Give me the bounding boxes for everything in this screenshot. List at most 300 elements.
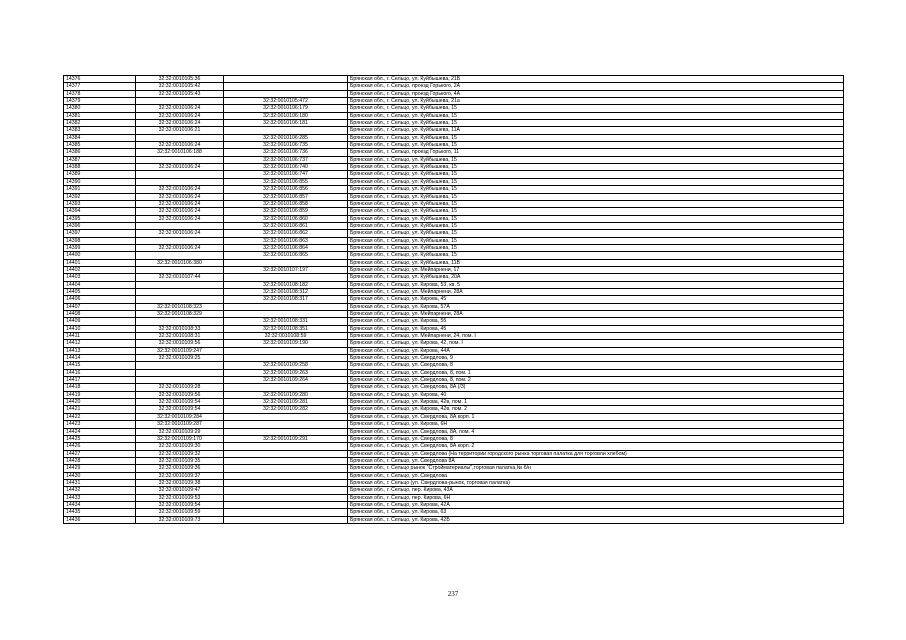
parcel-cadastral-cell: 32:32:0010105:42 xyxy=(136,83,224,90)
parcel-cadastral-cell: 32:32:0010109:170 xyxy=(136,435,224,442)
row-number-cell: 14429 xyxy=(64,465,136,472)
parcel-cadastral-cell xyxy=(136,156,224,163)
object-cadastral-cell xyxy=(224,457,348,464)
row-number-cell: 14379 xyxy=(64,98,136,105)
address-cell: Брянская обл., г. Сельцо, ул. Куйбышева, 20А xyxy=(348,274,844,281)
parcel-cadastral-cell: 32:32:0010108:323 xyxy=(136,303,224,310)
parcel-cadastral-cell: 32:32:0010109:287 xyxy=(136,421,224,428)
address-cell: Брянская обл., г. Сельцо, ул. Свердлова, 8А корп. 2 xyxy=(348,443,844,450)
row-number-cell: 14425 xyxy=(64,435,136,442)
address-cell: Брянская обл., г. Сельцо, ул. Свердлова (На территории городского рынка торговая палатка для торговли хлебом) xyxy=(348,450,844,457)
parcel-cadastral-cell: 32:32:0010108:329 xyxy=(136,311,224,318)
address-cell: Брянская обл., г. Сельцо, ул. Куйбышева, 15 xyxy=(348,200,844,207)
parcel-cadastral-cell: 32:32:0010109:56 xyxy=(136,391,224,398)
address-cell: Брянская обл., г. Сельцо, ул. Куйбышева, 15 xyxy=(348,120,844,127)
object-cadastral-cell: 32:32:0010106:856 xyxy=(224,186,348,193)
parcel-cadastral-cell xyxy=(136,362,224,369)
table-row xyxy=(64,384,844,391)
address-cell: Брянская обл., г. Сельцо, ул. Куйбышева, 15 xyxy=(348,105,844,112)
address-cell: Брянская обл., г. Сельцо, ул. Куйбышева, 15 xyxy=(348,142,844,149)
parcel-cadastral-cell: 32:32:0010109:59 xyxy=(136,509,224,516)
address-cell: Брянская обл., г. Сельцо, ул. Свердлова, 9 xyxy=(348,355,844,362)
parcel-cadastral-cell xyxy=(136,178,224,185)
row-number-cell: 14382 xyxy=(64,120,136,127)
address-cell: Брянская обл., г. Сельцо, ул. Кирова, 44А xyxy=(348,347,844,354)
object-cadastral-cell: 32:32:0010106:862 xyxy=(224,230,348,237)
address-cell: Брянская обл., г. Сельцо, ул. Кирова, 53, кв. 5 xyxy=(348,281,844,288)
table-row xyxy=(64,274,844,281)
table-row xyxy=(64,171,844,178)
table-row xyxy=(64,509,844,516)
object-cadastral-cell: 32:32:0010106:747 xyxy=(224,171,348,178)
table-row xyxy=(64,318,844,325)
row-number-cell: 14405 xyxy=(64,288,136,295)
table-row xyxy=(64,134,844,141)
table-row xyxy=(64,399,844,406)
table-row xyxy=(64,237,844,244)
object-cadastral-cell xyxy=(224,384,348,391)
parcel-cadastral-cell: 32:32:0010109:36 xyxy=(136,465,224,472)
address-cell: Брянская обл., г. Сельцо, ул. Мейпарнени, 28А xyxy=(348,288,844,295)
table-row xyxy=(64,252,844,259)
address-cell: Брянская обл., г. Сельцо, ул. Свердлова, 8 xyxy=(348,362,844,369)
parcel-cadastral-cell xyxy=(136,252,224,259)
object-cadastral-cell: 32:32:0010108:331 xyxy=(224,318,348,325)
table-row xyxy=(64,435,844,442)
row-number-cell: 14407 xyxy=(64,303,136,310)
address-cell: Брянская обл., г. Сельцо, ул. Куйбышева, 15 xyxy=(348,244,844,251)
parcel-cadastral-cell: 32:32:0010109:29 xyxy=(136,428,224,435)
object-cadastral-cell: 32:32:0010106:855 xyxy=(224,178,348,185)
object-cadastral-cell xyxy=(224,421,348,428)
row-number-cell: 14384 xyxy=(64,134,136,141)
table-row xyxy=(64,391,844,398)
address-cell: Брянская обл., г. Сельцо, ул. Кирова, 57А xyxy=(348,303,844,310)
table-row xyxy=(64,142,844,149)
row-number-cell: 14388 xyxy=(64,164,136,171)
parcel-cadastral-cell: 32:32:0010106:24 xyxy=(136,200,224,207)
parcel-cadastral-cell xyxy=(136,288,224,295)
row-number-cell: 14393 xyxy=(64,200,136,207)
object-cadastral-cell: 32:32:0010109:281 xyxy=(224,399,348,406)
address-cell: Брянская обл., г. Сельцо, ул. Кирова, 42в, пом. 1 xyxy=(348,399,844,406)
row-number-cell: 14408 xyxy=(64,311,136,318)
table-row xyxy=(64,479,844,486)
table-row xyxy=(64,443,844,450)
object-cadastral-cell: 32:32:0010106:180 xyxy=(224,112,348,119)
parcel-cadastral-cell: 32:32:0010109:37 xyxy=(136,472,224,479)
parcel-cadastral-cell: 32:32:0010106:21 xyxy=(136,127,224,134)
object-cadastral-cell: 32:32:0010106:735 xyxy=(224,142,348,149)
address-cell: Брянская обл., г. Сельцо, проезд Горького, 11 xyxy=(348,149,844,156)
object-cadastral-cell: 32:32:0010109:264 xyxy=(224,377,348,384)
object-cadastral-cell xyxy=(224,479,348,486)
address-cell: Брянская обл., г. Сельцо, ул. Куйбышева, 11А xyxy=(348,127,844,134)
address-cell: Брянская обл., г. Сельцо, ул. Кирова, 42А xyxy=(348,501,844,508)
table-row xyxy=(64,164,844,171)
parcel-cadastral-cell: 32:32:0010105:43 xyxy=(136,90,224,97)
object-cadastral-cell: 32:32:0010107:197 xyxy=(224,266,348,273)
row-number-cell: 14417 xyxy=(64,377,136,384)
registry-table-body xyxy=(64,76,844,524)
table-row xyxy=(64,230,844,237)
row-number-cell: 14377 xyxy=(64,83,136,90)
object-cadastral-cell: 32:32:0010109:263 xyxy=(224,369,348,376)
table-row xyxy=(64,222,844,229)
object-cadastral-cell: 32:32:0010109:291 xyxy=(224,435,348,442)
address-cell: Брянская обл., г. Сельцо, ул. Свердлова, 8А, пом. 4 xyxy=(348,428,844,435)
parcel-cadastral-cell: 32:32:0010109:35 xyxy=(136,457,224,464)
row-number-cell: 14397 xyxy=(64,230,136,237)
table-row xyxy=(64,156,844,163)
row-number-cell: 14394 xyxy=(64,208,136,215)
parcel-cadastral-cell xyxy=(136,237,224,244)
row-number-cell: 14380 xyxy=(64,105,136,112)
parcel-cadastral-cell xyxy=(136,222,224,229)
object-cadastral-cell xyxy=(224,311,348,318)
row-number-cell: 14402 xyxy=(64,266,136,273)
row-number-cell: 14432 xyxy=(64,487,136,494)
row-number-cell: 14422 xyxy=(64,413,136,420)
row-number-cell: 14387 xyxy=(64,156,136,163)
object-cadastral-cell: 32:32:0010106:860 xyxy=(224,215,348,222)
table-row xyxy=(64,178,844,185)
table-row xyxy=(64,333,844,340)
table-row xyxy=(64,200,844,207)
object-cadastral-cell: 32:32:0010106:179 xyxy=(224,105,348,112)
row-number-cell: 14427 xyxy=(64,450,136,457)
row-number-cell: 14386 xyxy=(64,149,136,156)
address-cell: Брянская обл., г. Сельцо, ул. Кирова, 42, пом. I xyxy=(348,340,844,347)
parcel-cadastral-cell xyxy=(136,296,224,303)
row-number-cell: 14421 xyxy=(64,406,136,413)
object-cadastral-cell xyxy=(224,494,348,501)
address-cell: Брянская обл., г. Сельцо, ул. Свердлова, 8, пом. 1 xyxy=(348,369,844,376)
parcel-cadastral-cell: 32:32:0010106:24 xyxy=(136,120,224,127)
address-cell: Брянская обл., г. Сельцо, ул. Куйбышева, 15 xyxy=(348,171,844,178)
registry-table xyxy=(63,75,844,524)
table-row xyxy=(64,127,844,134)
object-cadastral-cell xyxy=(224,487,348,494)
object-cadastral-cell: 32:32:0010106:285 xyxy=(224,134,348,141)
parcel-cadastral-cell xyxy=(136,134,224,141)
parcel-cadastral-cell: 32:32:0010106:24 xyxy=(136,193,224,200)
table-row xyxy=(64,120,844,127)
parcel-cadastral-cell xyxy=(136,377,224,384)
address-cell: Брянская обл., г. Сельцо, ул. Свердлова 8А xyxy=(348,457,844,464)
object-cadastral-cell xyxy=(224,76,348,83)
table-row xyxy=(64,186,844,193)
object-cadastral-cell xyxy=(224,259,348,266)
row-number-cell: 14376 xyxy=(64,76,136,83)
address-cell: Брянская обл., г. Сельцо, ул. Кирова, 6Н xyxy=(348,421,844,428)
row-number-cell: 14426 xyxy=(64,443,136,450)
parcel-cadastral-cell: 32:32:0010108:31 xyxy=(136,333,224,340)
parcel-cadastral-cell: 32:32:0010106:188 xyxy=(136,149,224,156)
table-row xyxy=(64,340,844,347)
row-number-cell: 14383 xyxy=(64,127,136,134)
object-cadastral-cell xyxy=(224,303,348,310)
parcel-cadastral-cell xyxy=(136,318,224,325)
parcel-cadastral-cell: 32:32:0010109:284 xyxy=(136,413,224,420)
table-row xyxy=(64,105,844,112)
row-number-cell: 14395 xyxy=(64,215,136,222)
row-number-cell: 14412 xyxy=(64,340,136,347)
address-cell: Брянская обл., г. Сельцо, ул. Куйбышева, 11В xyxy=(348,259,844,266)
address-cell: Брянская обл., г. Сельцо, ул. Свердлова, 8А корп. 1 xyxy=(348,413,844,420)
object-cadastral-cell xyxy=(224,355,348,362)
row-number-cell: 14396 xyxy=(64,222,136,229)
row-number-cell: 14406 xyxy=(64,296,136,303)
object-cadastral-cell: 32:32:0010109:282 xyxy=(224,406,348,413)
table-row xyxy=(64,303,844,310)
address-cell: Брянская обл., г. Сельцо, ул. Свердлова, 8, пом. 2 xyxy=(348,377,844,384)
parcel-cadastral-cell: 32:32:0010108:33 xyxy=(136,325,224,332)
table-row xyxy=(64,259,844,266)
table-row xyxy=(64,369,844,376)
address-cell: Брянская обл., г. Сельцо, ул. Куйбышева, 15 xyxy=(348,215,844,222)
row-number-cell: 14431 xyxy=(64,479,136,486)
table-row xyxy=(64,472,844,479)
object-cadastral-cell: 32:32:0010108:312 xyxy=(224,288,348,295)
row-number-cell: 14423 xyxy=(64,421,136,428)
row-number-cell: 14433 xyxy=(64,494,136,501)
object-cadastral-cell: 32:32:0010106:858 xyxy=(224,200,348,207)
parcel-cadastral-cell: 32:32:0010106:380 xyxy=(136,259,224,266)
table-row xyxy=(64,149,844,156)
row-number-cell: 14392 xyxy=(64,193,136,200)
row-number-cell: 14399 xyxy=(64,244,136,251)
table-row xyxy=(64,406,844,413)
parcel-cadastral-cell: 32:32:0010106:24 xyxy=(136,164,224,171)
row-number-cell: 14381 xyxy=(64,112,136,119)
parcel-cadastral-cell: 32:32:0010107:44 xyxy=(136,274,224,281)
table-row xyxy=(64,347,844,354)
parcel-cadastral-cell: 32:32:0010106:24 xyxy=(136,230,224,237)
row-number-cell: 14434 xyxy=(64,501,136,508)
address-cell: Брянская обл., г. Сельцо, ул. Куйбышева, 21а xyxy=(348,98,844,105)
table-row xyxy=(64,244,844,251)
table-row xyxy=(64,421,844,428)
parcel-cadastral-cell: 32:32:0010109:54 xyxy=(136,406,224,413)
address-cell: Брянская обл., г. Сельцо рынок "Стройматериалы",торговая палатка,№ б/н xyxy=(348,465,844,472)
row-number-cell: 14409 xyxy=(64,318,136,325)
row-number-cell: 14389 xyxy=(64,171,136,178)
row-number-cell: 14428 xyxy=(64,457,136,464)
address-cell: Брянская обл., г. Сельцо, ул. Куйбышева, 15 xyxy=(348,134,844,141)
table-row xyxy=(64,215,844,222)
row-number-cell: 14410 xyxy=(64,325,136,332)
parcel-cadastral-cell: 32:32:0010106:24 xyxy=(136,142,224,149)
address-cell: Брянская обл., г. Сельцо, ул. Кирова, 63 xyxy=(348,509,844,516)
address-cell: Брянская обл., г. Сельцо, ул. Кирова, 45 xyxy=(348,325,844,332)
row-number-cell: 14401 xyxy=(64,259,136,266)
table-row xyxy=(64,465,844,472)
table-row xyxy=(64,296,844,303)
table-row xyxy=(64,362,844,369)
object-cadastral-cell xyxy=(224,428,348,435)
table-row xyxy=(64,516,844,523)
parcel-cadastral-cell: 32:32:0010109:47 xyxy=(136,487,224,494)
address-cell: Брянская обл., г. Сельцо, ул. Кирова, 40 xyxy=(348,391,844,398)
parcel-cadastral-cell: 32:32:0010109:28 xyxy=(136,384,224,391)
table-row xyxy=(64,208,844,215)
object-cadastral-cell xyxy=(224,450,348,457)
parcel-cadastral-cell: 32:32:0010105:36 xyxy=(136,76,224,83)
parcel-cadastral-cell: 32:32:0010109:73 xyxy=(136,516,224,523)
address-cell: Брянская обл., г. Сельцо, ул. Мейпарнени, 17 xyxy=(348,266,844,273)
page-number: 237 xyxy=(447,590,459,598)
address-cell: Брянская обл., г. Сельцо, ул. Куйбышева, 15 xyxy=(348,208,844,215)
row-number-cell: 14418 xyxy=(64,384,136,391)
parcel-cadastral-cell xyxy=(136,266,224,273)
row-number-cell: 14414 xyxy=(64,355,136,362)
address-cell: Брянская обл., г. Сельцо, ул. Куйбышева, 15 xyxy=(348,193,844,200)
address-cell: Брянская обл., г. Сельцо, ул. Куйбышева, 21Б xyxy=(348,76,844,83)
parcel-cadastral-cell: 32:32:0010109:38 xyxy=(136,479,224,486)
parcel-cadastral-cell: 32:32:0010109:30 xyxy=(136,443,224,450)
object-cadastral-cell: 32:32:0010106:861 xyxy=(224,222,348,229)
parcel-cadastral-cell: 32:32:0010109:56 xyxy=(136,340,224,347)
table-row xyxy=(64,112,844,119)
object-cadastral-cell xyxy=(224,472,348,479)
object-cadastral-cell: 32:32:0010106:857 xyxy=(224,193,348,200)
address-cell: Брянская обл., г. Сельцо, ул. Куйбышева, 15 xyxy=(348,178,844,185)
parcel-cadastral-cell: 32:32:0010109:54 xyxy=(136,399,224,406)
row-number-cell: 14415 xyxy=(64,362,136,369)
row-number-cell: 14404 xyxy=(64,281,136,288)
row-number-cell: 14430 xyxy=(64,472,136,479)
table-row xyxy=(64,413,844,420)
row-number-cell: 14413 xyxy=(64,347,136,354)
row-number-cell: 14391 xyxy=(64,186,136,193)
address-cell: Брянская обл., г. Сельцо, ул. Свердлова, 8 xyxy=(348,435,844,442)
object-cadastral-cell: 32:32:0010108:317 xyxy=(224,296,348,303)
table-row xyxy=(64,501,844,508)
address-cell: Брянская обл., г. Сельцо, ул. Кирова, 42Б xyxy=(348,516,844,523)
parcel-cadastral-cell xyxy=(136,171,224,178)
object-cadastral-cell: 32:32:0010108:59 xyxy=(224,333,348,340)
address-cell: Брянская обл., г. Сельцо, ул. Мейпарнени, 28А xyxy=(348,311,844,318)
table-row xyxy=(64,83,844,90)
parcel-cadastral-cell: 32:32:0010109:32 xyxy=(136,450,224,457)
table-row xyxy=(64,266,844,273)
table-row xyxy=(64,355,844,362)
table-row xyxy=(64,377,844,384)
address-cell: Брянская обл., г. Сельцо, ул. Куйбышева, 15 xyxy=(348,164,844,171)
row-number-cell: 14416 xyxy=(64,369,136,376)
object-cadastral-cell: 32:32:0010106:863 xyxy=(224,237,348,244)
row-number-cell: 14400 xyxy=(64,252,136,259)
parcel-cadastral-cell: 32:32:0010109:247 xyxy=(136,347,224,354)
row-number-cell: 14403 xyxy=(64,274,136,281)
parcel-cadastral-cell: 32:32:0010109:54 xyxy=(136,501,224,508)
row-number-cell: 14435 xyxy=(64,509,136,516)
address-cell: Брянская обл., г. Сельцо, ул. Кирова, 55 xyxy=(348,318,844,325)
parcel-cadastral-cell: 32:32:0010106:24 xyxy=(136,112,224,119)
row-number-cell: 14420 xyxy=(64,399,136,406)
object-cadastral-cell: 32:32:0010106:864 xyxy=(224,244,348,251)
address-cell: Брянская обл., г. Сельцо, пер. Кирова, 6Н xyxy=(348,494,844,501)
row-number-cell: 14378 xyxy=(64,90,136,97)
object-cadastral-cell xyxy=(224,465,348,472)
object-cadastral-cell xyxy=(224,347,348,354)
parcel-cadastral-cell: 32:32:0010106:24 xyxy=(136,208,224,215)
object-cadastral-cell: 32:32:0010106:859 xyxy=(224,208,348,215)
address-cell: Брянская обл., г. Сельцо, ул. Куйбышева, 15 xyxy=(348,222,844,229)
row-number-cell: 14424 xyxy=(64,428,136,435)
row-number-cell: 14385 xyxy=(64,142,136,149)
object-cadastral-cell xyxy=(224,501,348,508)
parcel-cadastral-cell xyxy=(136,98,224,105)
table-row xyxy=(64,288,844,295)
address-cell: Брянская обл., г. Сельцо, ул. Свердлова xyxy=(348,472,844,479)
address-cell: Брянская обл., г. Сельцо, ул. Куйбышева, 15 xyxy=(348,252,844,259)
address-cell: Брянская обл., г. Сельцо (ул. Свердлова-рынок, торговая палатка) xyxy=(348,479,844,486)
address-cell: Брянская обл., г. Сельцо, ул. Куйбышева, 15 xyxy=(348,112,844,119)
object-cadastral-cell xyxy=(224,127,348,134)
object-cadastral-cell: 32:32:0010105:472 xyxy=(224,98,348,105)
row-number-cell: 14398 xyxy=(64,237,136,244)
object-cadastral-cell xyxy=(224,509,348,516)
object-cadastral-cell: 32:32:0010109:258 xyxy=(224,362,348,369)
parcel-cadastral-cell xyxy=(136,281,224,288)
parcel-cadastral-cell: 32:32:0010106:24 xyxy=(136,215,224,222)
address-cell: Брянская обл., г. Сельцо, ул. Мейпарнени, 24, пом. I xyxy=(348,333,844,340)
row-number-cell: 14411 xyxy=(64,333,136,340)
parcel-cadastral-cell xyxy=(136,369,224,376)
row-number-cell: 14419 xyxy=(64,391,136,398)
address-cell: Брянская обл., г. Сельцо, ул. Кирова, 45 xyxy=(348,296,844,303)
object-cadastral-cell: 32:32:0010109:190 xyxy=(224,340,348,347)
address-cell: Брянская обл., г. Сельцо, пер. Кирова, 43А xyxy=(348,487,844,494)
object-cadastral-cell xyxy=(224,90,348,97)
address-cell: Брянская обл., г. Сельцо, проезд Горького, 4А xyxy=(348,90,844,97)
address-cell: Брянская обл., г. Сельцо, ул. Кирова, 42в, пом. 2 xyxy=(348,406,844,413)
object-cadastral-cell xyxy=(224,274,348,281)
parcel-cadastral-cell: 32:32:0010109:53 xyxy=(136,494,224,501)
address-cell: Брянская обл., г. Сельцо, проезд Горького, 2А xyxy=(348,83,844,90)
table-row xyxy=(64,76,844,83)
parcel-cadastral-cell: 32:32:0010106:24 xyxy=(136,186,224,193)
address-cell: Брянская обл., г. Сельцо, ул. Куйбышева, 15 xyxy=(348,237,844,244)
object-cadastral-cell xyxy=(224,516,348,523)
parcel-cadastral-cell: 32:32:0010109:25 xyxy=(136,355,224,362)
table-row xyxy=(64,90,844,97)
address-cell: Брянская обл., г. Сельцо, ул. Куйбышева, 15 xyxy=(348,230,844,237)
parcel-cadastral-cell: 32:32:0010106:24 xyxy=(136,105,224,112)
table-row xyxy=(64,450,844,457)
table-row xyxy=(64,487,844,494)
object-cadastral-cell xyxy=(224,413,348,420)
address-cell: Брянская обл., г. Сельцо, ул. Куйбышева, 15 xyxy=(348,186,844,193)
address-cell: Брянская обл., г. Сельцо, ул. Свердлова, 8А (/3) xyxy=(348,384,844,391)
table-row xyxy=(64,494,844,501)
object-cadastral-cell: 32:32:0010106:737 xyxy=(224,156,348,163)
object-cadastral-cell: 32:32:0010106:865 xyxy=(224,252,348,259)
object-cadastral-cell: 32:32:0010106:181 xyxy=(224,120,348,127)
table-row xyxy=(64,281,844,288)
object-cadastral-cell: 32:32:0010109:280 xyxy=(224,391,348,398)
address-cell: Брянская обл., г. Сельцо, ул. Куйбышева, 15 xyxy=(348,156,844,163)
row-number-cell: 14436 xyxy=(64,516,136,523)
object-cadastral-cell: 32:32:0010108:351 xyxy=(224,325,348,332)
table-row xyxy=(64,325,844,332)
table-row xyxy=(64,311,844,318)
parcel-cadastral-cell: 32:32:0010106:24 xyxy=(136,244,224,251)
object-cadastral-cell xyxy=(224,443,348,450)
object-cadastral-cell: 32:32:0010106:736 xyxy=(224,149,348,156)
